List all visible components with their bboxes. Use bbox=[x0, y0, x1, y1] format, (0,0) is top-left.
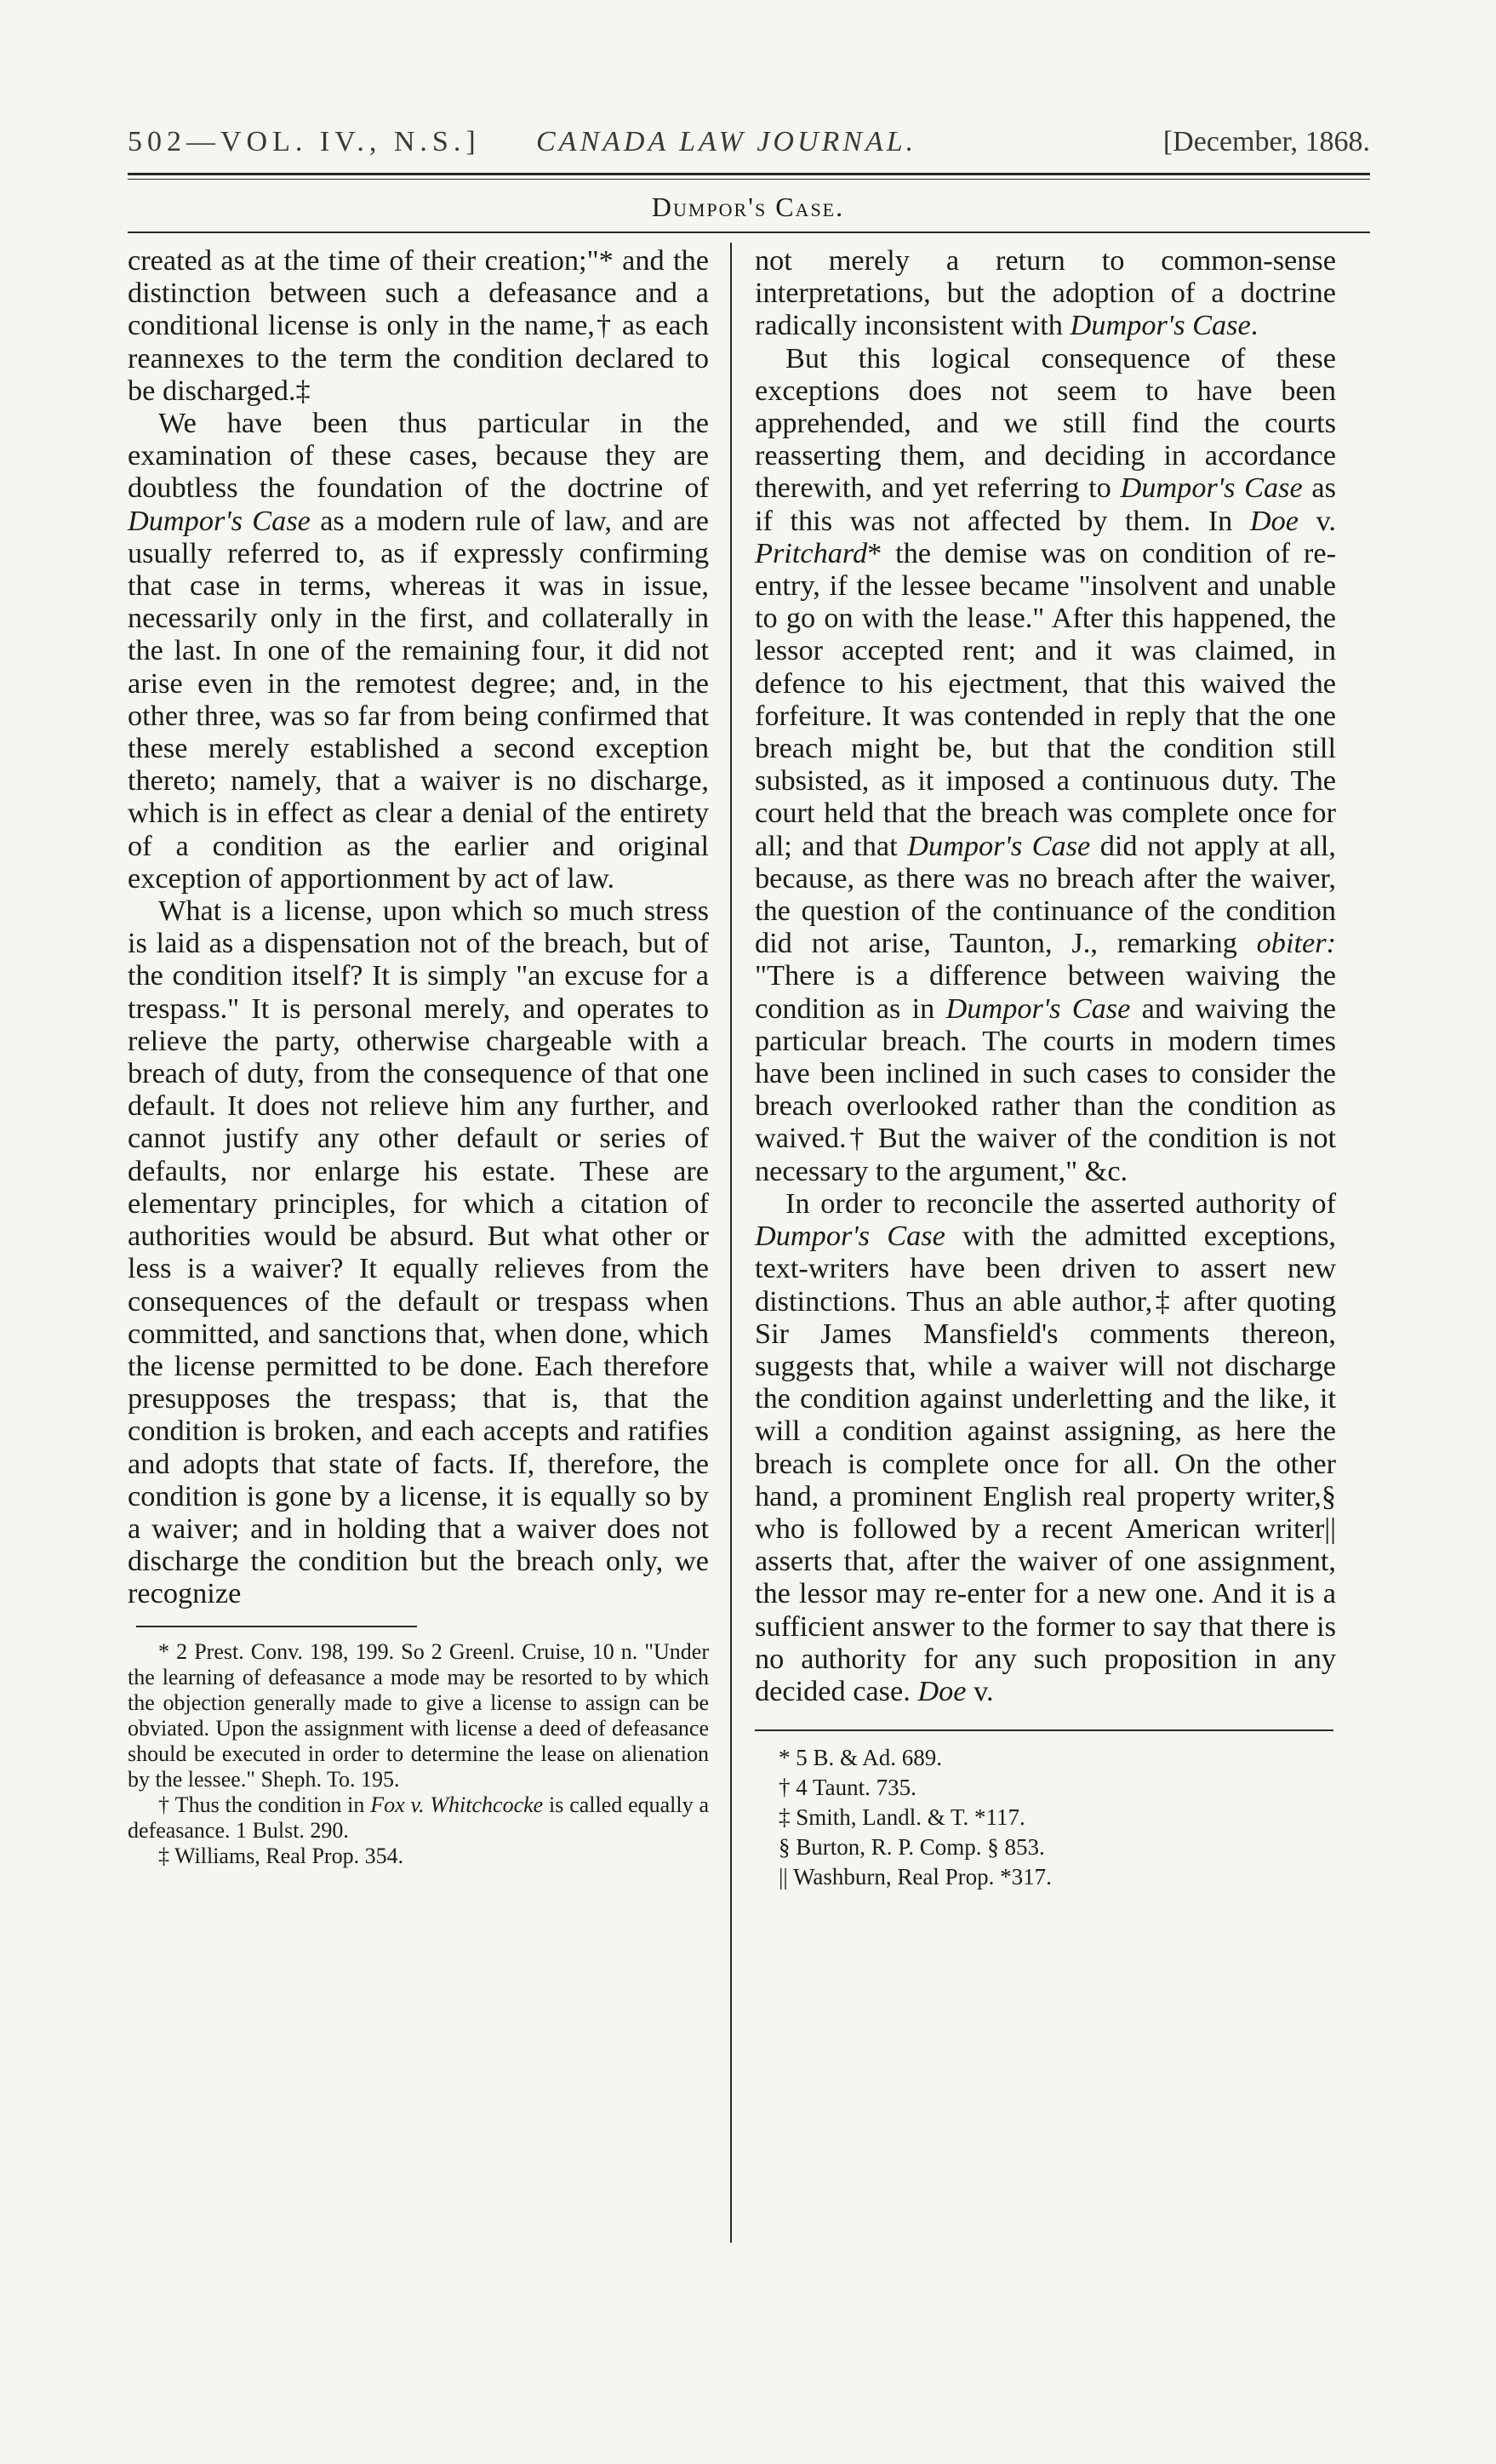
paragraph: In order to reconcile the asserted authority of Dumpor's Case with the admitted exceptions, text-writers have been driven to assert new distinctions. Thus an able author,‡ after quoting Sir James Mansfield's comments thereon, suggests that, while a waiver will not discharge the condition against underletting and the like, it will a condition against assigning, as here the breach is complete once for all. On the other hand, a prominent English real property writer,§ who is followed by a recent American writer|| asserts that, after the waiver of one assignment, the lessor may re-enter for a new one. And it is a sufficient answer to the former to say that there is no authority for any such proposition in any decided case. Doe v. bbox=[755, 1186, 1336, 1707]
page-header bbox=[128, 126, 1370, 169]
footnote-rule bbox=[136, 1626, 417, 1627]
paragraph: not merely a return to common-sense interpretations, but the adoption of a doctrine radically inconsistent with Dumpor's Case. bbox=[755, 244, 1336, 342]
paragraph: But this logical consequence of these exceptions does not seem to have been apprehended, and we still find the courts reasserting them, and deciding in accordance therewith, and yet referring to Dumpor's Case as if this was not affected by them. In Doe v. Pritchard* the demise was on condition of re-entry, if the lessee became "insolvent and unable to go on with the lease." After this happened, the lessor accepted rent; and it was claimed, in defence to his ejectment, that this waived the forfeiture. It was contended in reply that the one breach might be, but that the condition still subsisted, as it imposed a continuous duty. The court held that the breach was complete once for all; and that Dumpor's Case did not apply at all, because, as there was no breach after the waiver, the question of the continuance of the condition did not arise, Taunton, J., remarking obiter: "There is a difference between waiving the condition as in Dumpor's Case and waiving the particular breach. The courts in modern times have been inclined in such cases to consider the breach overlooked rather than the condition as waived.† But the waiver of the condition is not necessary to the argument," &c. bbox=[755, 341, 1337, 1187]
header-page-volume: 502—VOL. IV., N.S.] bbox=[128, 126, 481, 157]
footnote: * 5 B. & Ad. 689. bbox=[779, 1745, 943, 1771]
paragraph: What is a license, upon which so much stress is laid as a dispensation not of the breach, but of the condition itself? It is simply "an excuse for a trespass." It is personal merely, and operates to relieve the party, otherwise chargeable with a breach of duty, from the consequence of that one default. It does not relieve him any further, and cannot justify any other default or series of defaults, nor enlarge his estate. These are elementary principles, for which a citation of authorities would be absurd. But what other or less is a waiver? It equally relieves from the consequences of the default or trespass when committed, and sanctions that, when done, which the license permitted to be done. Each therefore presupposes the trespass; that is, that the condition is broken, and each accepts and ratifies and adopts that state of facts. If, therefore, the condition is gone by a license, it is equally so by a waiver; and in holding that a waiver does not discharge the condition but the breach only, we recognize bbox=[128, 895, 709, 1610]
footnote: || Washburn, Real Prop. *317. bbox=[779, 1864, 1052, 1890]
footnote-rule bbox=[755, 1729, 1333, 1731]
column-divider bbox=[730, 243, 732, 2243]
running-title: Dumpor's Case. bbox=[651, 192, 845, 222]
footnote: ‡ Williams, Real Prop. 354. bbox=[158, 1843, 404, 1868]
paragraph: created as at the time of their creation;"* and the distinction between such a defeasance and a conditional license is only in the name,† as each reannexes to the term the condition declared to be discharged.‡ bbox=[128, 244, 709, 407]
footnote: † 4 Taunt. 735. bbox=[779, 1775, 916, 1801]
left-column bbox=[128, 244, 709, 1869]
footnote: * 2 Prest. Conv. 198, 199. So 2 Greenl. Cruise, 10 n. "Under the learning of defeasance a mode may be resorted to by which the objection generally made to give a license to assign can be obviated. Upon the assignment with license a deed of defeasance should be executed in order to determine the lease on alienation by the lessee." Sheph. To. 195. bbox=[128, 1638, 709, 1792]
right-column bbox=[755, 244, 1336, 1892]
header-rule-top bbox=[128, 173, 1370, 175]
footnote: † Thus the condition in Fox v. Whitchcocke is called equally a defeasance. 1 Bulst. 290. bbox=[128, 1792, 709, 1843]
header-journal-title: CANADA LAW JOURNAL. bbox=[536, 126, 917, 157]
footnote: ‡ Smith, Landl. & T. *117. bbox=[779, 1804, 1025, 1831]
header-rule-bottom bbox=[128, 179, 1370, 180]
header-date: [December, 1868. bbox=[1162, 126, 1370, 157]
footnote: § Burton, R. P. Comp. § 853. bbox=[779, 1834, 1045, 1861]
paragraph: We have been thus particular in the examination of these cases, because they are doubtless the foundation of the doctrine of Dumpor's Case as a modern rule of law, and are usually referred to, as if expressly confirming that case in terms, whereas it was in issue, necessarily only in the first, and collaterally in the last. In one of the remaining four, it did not arise even in the remotest degree; and, in the other three, was so far from being confirmed that these merely established a second exception thereto; namely, that a waiver is no discharge, which is in effect as clear a denial of the entirety of a condition as the earlier and original exception of apportionment by act of law. bbox=[128, 407, 709, 895]
title-rule bbox=[128, 232, 1370, 233]
